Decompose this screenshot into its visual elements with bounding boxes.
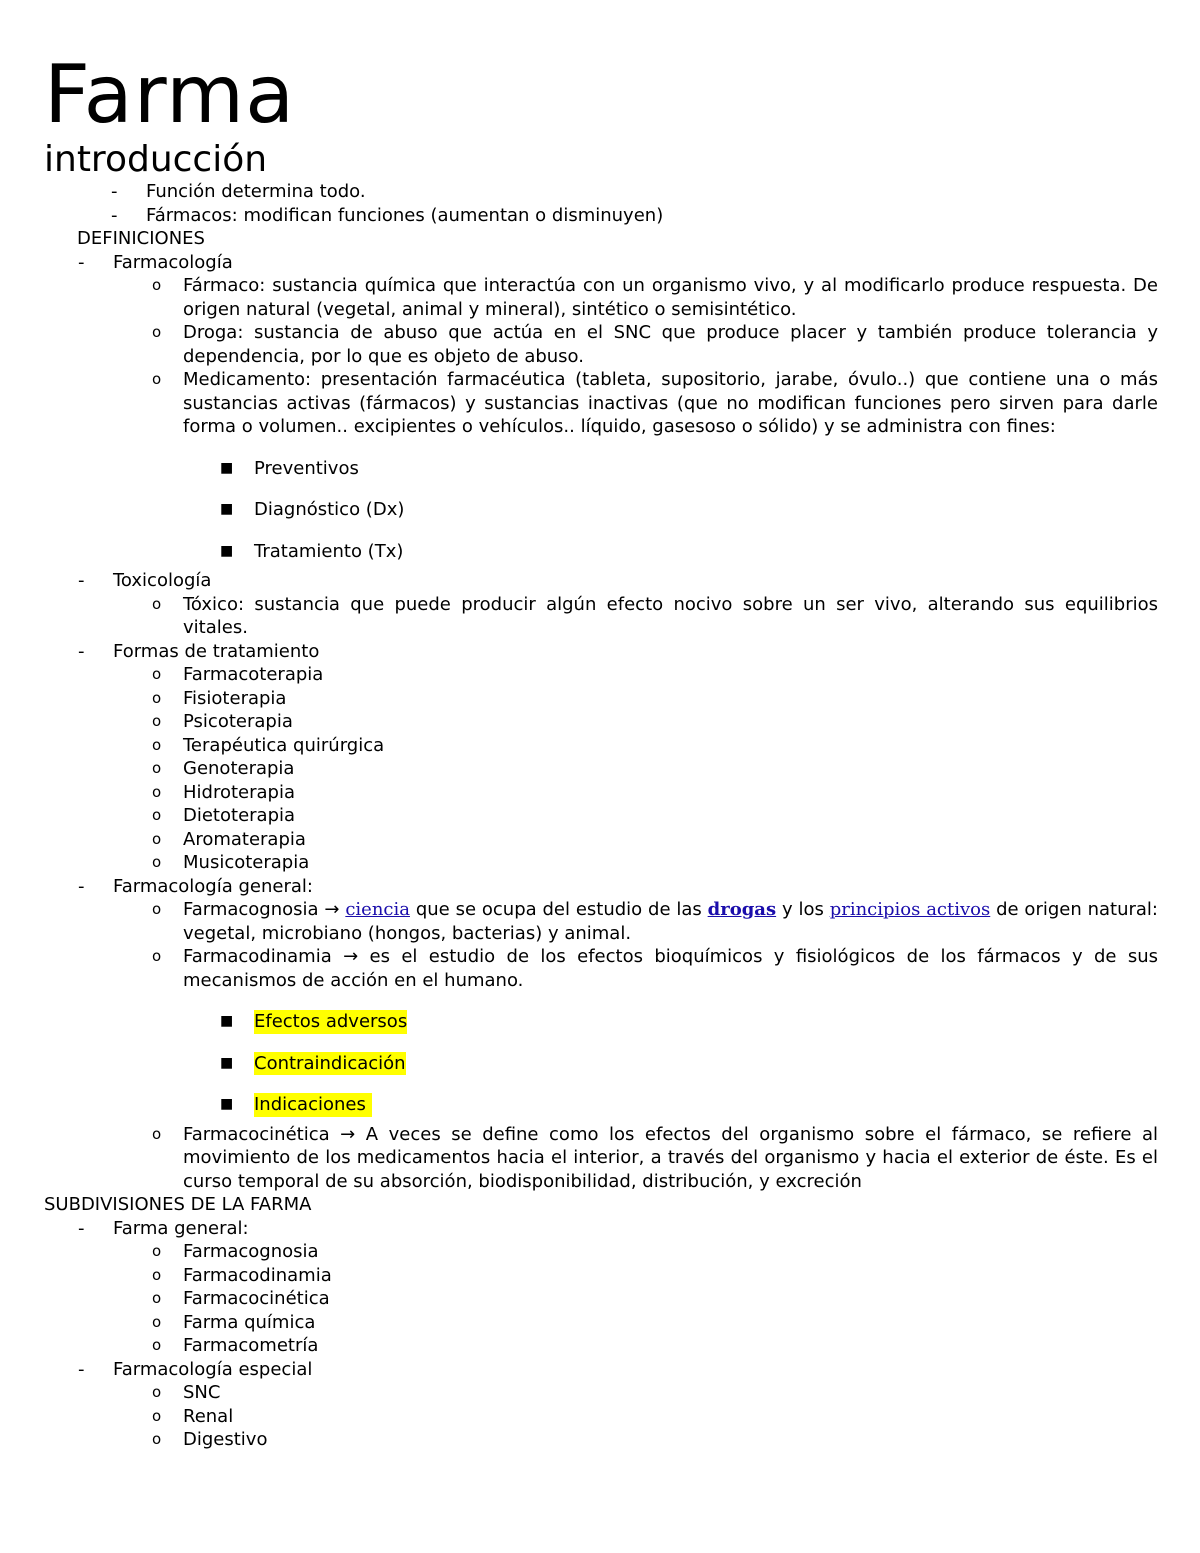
dash-bullet: - xyxy=(111,181,118,202)
sub-item: o SNC xyxy=(44,1381,1158,1405)
circle-bullet-icon: o xyxy=(152,782,162,801)
circle-bullet-icon: o xyxy=(152,1289,162,1307)
square-bullet-icon: ■ xyxy=(220,542,234,559)
sub-item-medicamento: o Medicamento: presentación farmacéutica (tableta, supositorio, jarabe, óvulo..) que contiene una o más sustancias activas (fármacos) y sustancias inactivas (que no modifican funciones pero sirven para darle forma o volumen.. excipientes o vehículos.. líquido, gasesoso o sólido) y se administra con fines: xyxy=(44,368,1158,439)
circle-bullet-icon: o xyxy=(152,1265,162,1284)
dash-bullet: - xyxy=(78,1358,85,1380)
square-bullet-icon: ■ xyxy=(220,1096,234,1112)
highlighted-text: Indicaciones xyxy=(254,1094,372,1115)
sub-item: o Farmacognosia xyxy=(44,1240,1158,1264)
list-item-farmacologia: - Farmacología xyxy=(44,251,1158,275)
link-ciencia[interactable]: ciencia xyxy=(345,899,410,920)
circle-bullet-icon: o xyxy=(152,900,162,918)
sub-item: o Farmacometría xyxy=(44,1334,1158,1358)
highlighted-text: Efectos adversos xyxy=(254,1011,408,1032)
highlighted-text: Contraindicación xyxy=(254,1052,406,1074)
dash-bullet: - xyxy=(78,875,85,897)
circle-bullet-icon: o xyxy=(152,1430,162,1448)
sub-item-farmacognosia: o Farmacognosia → ciencia que se ocupa del estudio de las drogas y los principios activos de origen natural: vegetal, microbiano (hongos, bacterias) y animal. xyxy=(44,898,1158,945)
square-item xyxy=(44,1052,1158,1076)
dash-bullet: - xyxy=(78,570,85,591)
sub-item: o Terapéutica quirúrgica xyxy=(44,734,1158,758)
circle-bullet-icon: o xyxy=(152,853,162,871)
list-item-farmacologia-especial: - Farmacología especial xyxy=(44,1358,1158,1382)
sub-item: o Psicoterapia xyxy=(44,710,1158,734)
dash-bullet: - xyxy=(111,204,118,226)
square-bullet-icon: ■ xyxy=(220,501,234,517)
heading-subdivisiones: SUBDIVISIONES DE LA FARMA xyxy=(44,1194,312,1215)
sub-item: o Renal xyxy=(44,1405,1158,1429)
list-item: - Fármacos: modifican funciones (aumentan o disminuyen) xyxy=(77,204,1158,228)
circle-bullet-icon: o xyxy=(152,1242,162,1260)
sub-item: o Farmacodinamia xyxy=(44,1264,1158,1288)
square-item: ■ Diagnóstico (Dx) xyxy=(220,499,405,520)
sub-item-droga: o Droga: sustancia de abuso que actúa en el SNC que produce placer y también produce tolerancia y dependencia, por lo que es objeto de abuso. xyxy=(44,321,1158,368)
list-item-toxicologia: - Toxicología xyxy=(44,569,1158,593)
sub-item: o Hidroterapia xyxy=(44,781,1158,805)
sub-item: o Farmacoterapia xyxy=(44,663,1158,687)
dash-bullet: - xyxy=(78,251,85,273)
circle-bullet-icon: o xyxy=(152,370,162,388)
link-principios-activos[interactable]: principios activos xyxy=(829,899,991,920)
list-item-farmacologia-general: - Farmacología general: xyxy=(44,875,1158,899)
square-bullet-icon: ■ xyxy=(220,1054,234,1071)
circle-bullet-icon: o xyxy=(152,1406,162,1425)
circle-bullet-icon: o xyxy=(152,712,162,730)
sub-item: o Musicoterapia xyxy=(44,851,1158,875)
section-title-introduccion: introducción xyxy=(44,139,268,180)
document xyxy=(44,48,1159,1452)
square-bullet-icon: ■ xyxy=(220,1013,234,1029)
circle-bullet-icon: o xyxy=(152,1124,162,1143)
circle-bullet-icon: o xyxy=(152,1336,162,1354)
circle-bullet-icon: o xyxy=(152,276,162,294)
circle-bullet-icon: o xyxy=(152,323,162,341)
link-drogas[interactable]: drogas xyxy=(707,899,777,920)
document-title: Farma xyxy=(44,48,296,141)
circle-bullet-icon: o xyxy=(152,1312,162,1331)
square-bullet-icon: ■ xyxy=(220,459,234,476)
circle-bullet-icon: o xyxy=(152,735,162,754)
sub-item: o Farmacocinética xyxy=(44,1287,1158,1311)
sub-item: o Digestivo xyxy=(44,1428,1158,1452)
list-item-farma-general: - Farma general: xyxy=(44,1217,1158,1241)
sub-item-farmacodinamia: o Farmacodinamia → es el estudio de los efectos bioquímicos y fisiológicos de los fármacos y de sus mecanismos de acción en el humano. xyxy=(44,945,1158,992)
circle-bullet-icon: o xyxy=(152,1383,162,1401)
sub-item-farmacocinetica: o Farmacocinética → A veces se define como los efectos del organismo sobre el fármaco, se refiere al movimiento de los medicamentos hacia el interior, a través del organismo y hacia el exterior de éste. Es el curso temporal de su absorción, biodisponibilidad, distribución, y excreción xyxy=(44,1123,1158,1194)
intro-section xyxy=(44,180,1158,251)
sub-item-toxico: o Tóxico: sustancia que puede producir algún efecto nocivo sobre un ser vivo, alterando sus equilibrios vitales. xyxy=(44,593,1158,640)
sub-item: o Genoterapia xyxy=(44,757,1158,781)
sub-item: o Fisioterapia xyxy=(44,687,1158,711)
circle-bullet-icon: o xyxy=(152,947,162,965)
circle-bullet-icon: o xyxy=(152,759,162,777)
circle-bullet-icon: o xyxy=(152,829,162,848)
circle-bullet-icon: o xyxy=(152,665,162,683)
square-item xyxy=(44,1010,1158,1034)
heading-definiciones: DEFINICIONES xyxy=(77,228,205,249)
sub-item: o Aromaterapia xyxy=(44,828,1158,852)
square-item: ■ Preventivos xyxy=(220,457,359,479)
dash-bullet: - xyxy=(78,1217,85,1239)
circle-bullet-icon: o xyxy=(152,688,162,707)
circle-bullet-icon: o xyxy=(152,594,162,613)
list-item-formas: - Formas de tratamiento xyxy=(44,640,1158,664)
dash-bullet: - xyxy=(78,640,85,662)
sub-item-farmaco: o Fármaco: sustancia química que interactúa con un organismo vivo, y al modificarlo produce respuesta. De origen natural (vegetal, animal y mineral), sintético o semisintético. xyxy=(44,274,1158,321)
sub-item: o Dietoterapia xyxy=(44,804,1158,828)
square-item xyxy=(44,1093,1158,1117)
square-item: ■ Tratamiento (Tx) xyxy=(220,540,404,562)
sub-item: o Farma química xyxy=(44,1311,1158,1335)
list-item: - Función determina todo. xyxy=(77,180,1158,204)
circle-bullet-icon: o xyxy=(152,806,162,824)
